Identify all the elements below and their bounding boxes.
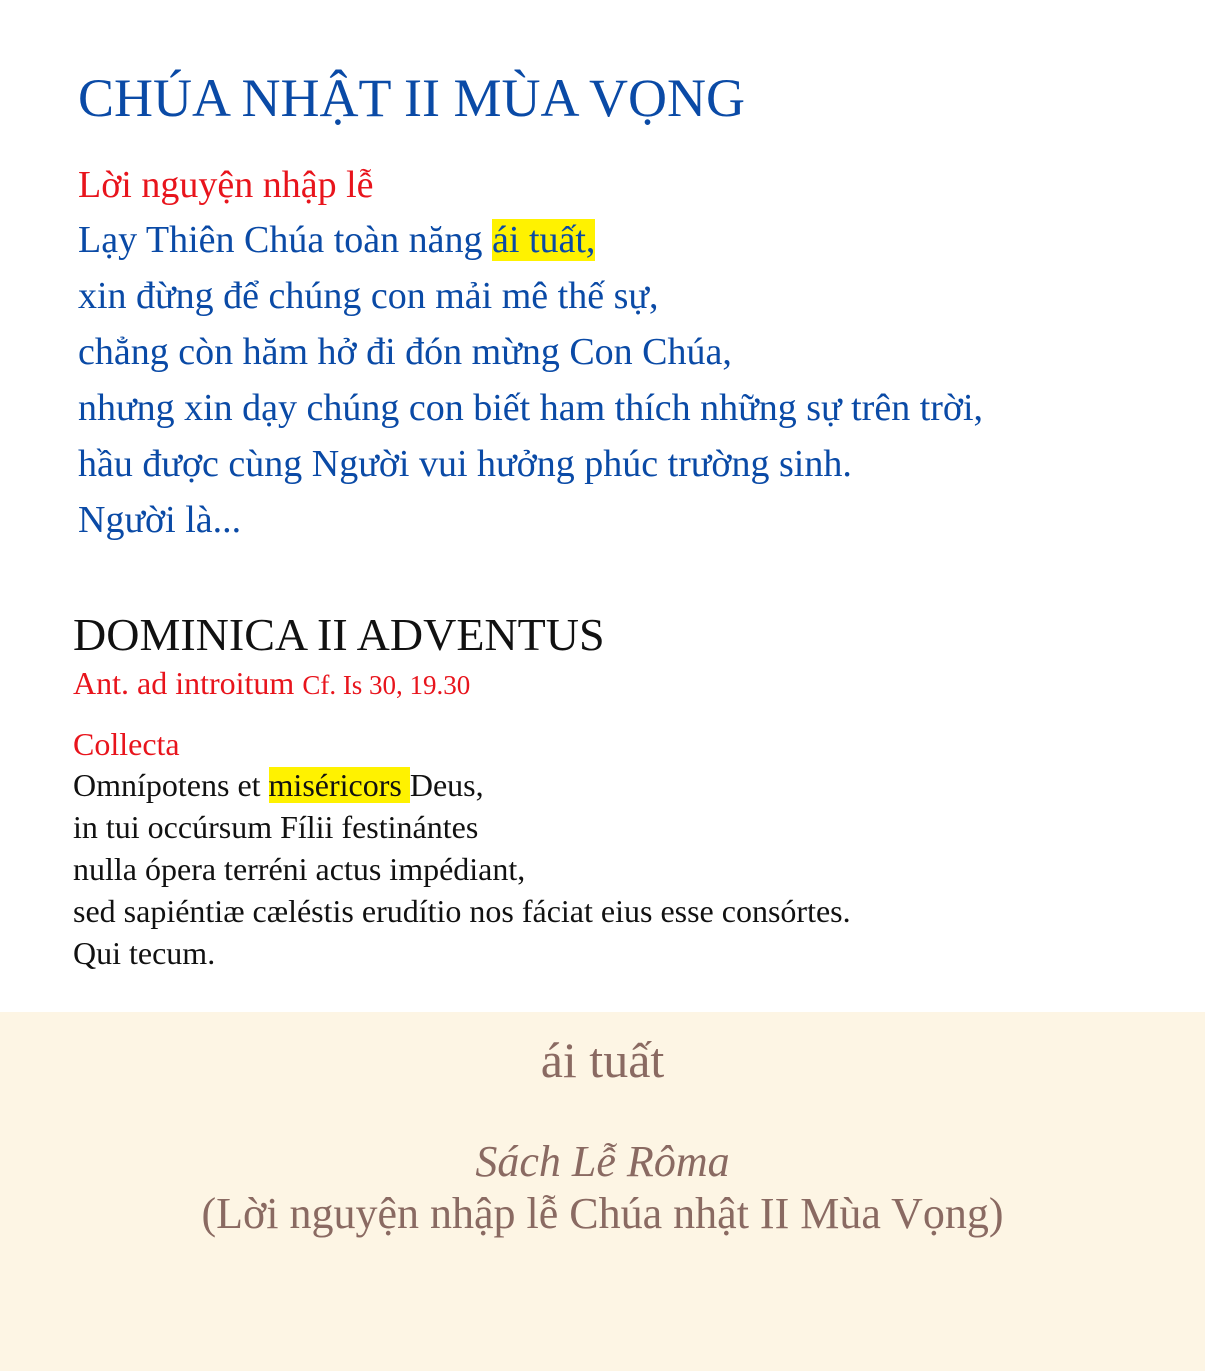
footer-caption <box>0 1012 1205 1371</box>
vietnamese-prayer-line: nhưng xin dạy chúng con biết ham thích những sự trên trời, <box>78 387 984 429</box>
latin-line-text: Deus, <box>409 767 484 803</box>
footer-note: (Lời nguyện nhập lễ Chúa nhật II Mùa Vọng) <box>201 1189 1004 1238</box>
vietnamese-page-title: CHÚA NHẬT II MÙA VỌNG <box>78 68 746 128</box>
latin-prayer-section <box>73 606 1183 974</box>
highlighted-term: miséricors <box>268 767 410 803</box>
vietnamese-prayer-line: xin đừng để chúng con mải mê thế sự, <box>78 275 659 317</box>
latin-prayer-line: nulla ópera terréni actus impédiant, <box>73 851 526 887</box>
latin-prayer-line: in tui occúrsum Fílii festinántes <box>73 809 479 845</box>
antiphon-label: Ant. ad introitum <box>73 665 295 701</box>
latin-page-title: DOMINICA II ADVENTUS <box>73 609 605 660</box>
vietnamese-line-text: Lạy Thiên Chúa toàn năng <box>78 219 493 261</box>
vietnamese-prayer-line: chẳng còn hăm hở đi đón mừng Con Chúa, <box>78 331 732 373</box>
footer-term: ái tuất <box>540 1032 665 1088</box>
vietnamese-prayer-section <box>78 62 1188 548</box>
highlighted-term: ái tuất, <box>492 219 596 261</box>
vietnamese-prayer-line: hầu được cùng Người vui hưởng phúc trường sinh. <box>78 443 852 485</box>
latin-prayer-line <box>73 764 1183 806</box>
latin-line-text: Omnípotens et <box>73 767 269 803</box>
latin-prayer-line: sed sapiéntiæ cæléstis erudítio nos fáciat eius esse consórtes. <box>73 893 851 929</box>
collecta-heading: Collecta <box>73 726 180 762</box>
footer-source: Sách Lễ Rôma <box>475 1137 730 1186</box>
latin-prayer-line: Qui tecum. <box>73 935 216 971</box>
antiphon-reference: Cf. Is 30, 19.30 <box>302 670 471 700</box>
antiphon-line <box>73 664 1183 704</box>
vietnamese-prayer-line <box>78 212 1188 268</box>
vietnamese-prayer-heading: Lời nguyện nhập lễ <box>78 164 374 206</box>
vietnamese-prayer-line: Người là... <box>78 499 242 541</box>
